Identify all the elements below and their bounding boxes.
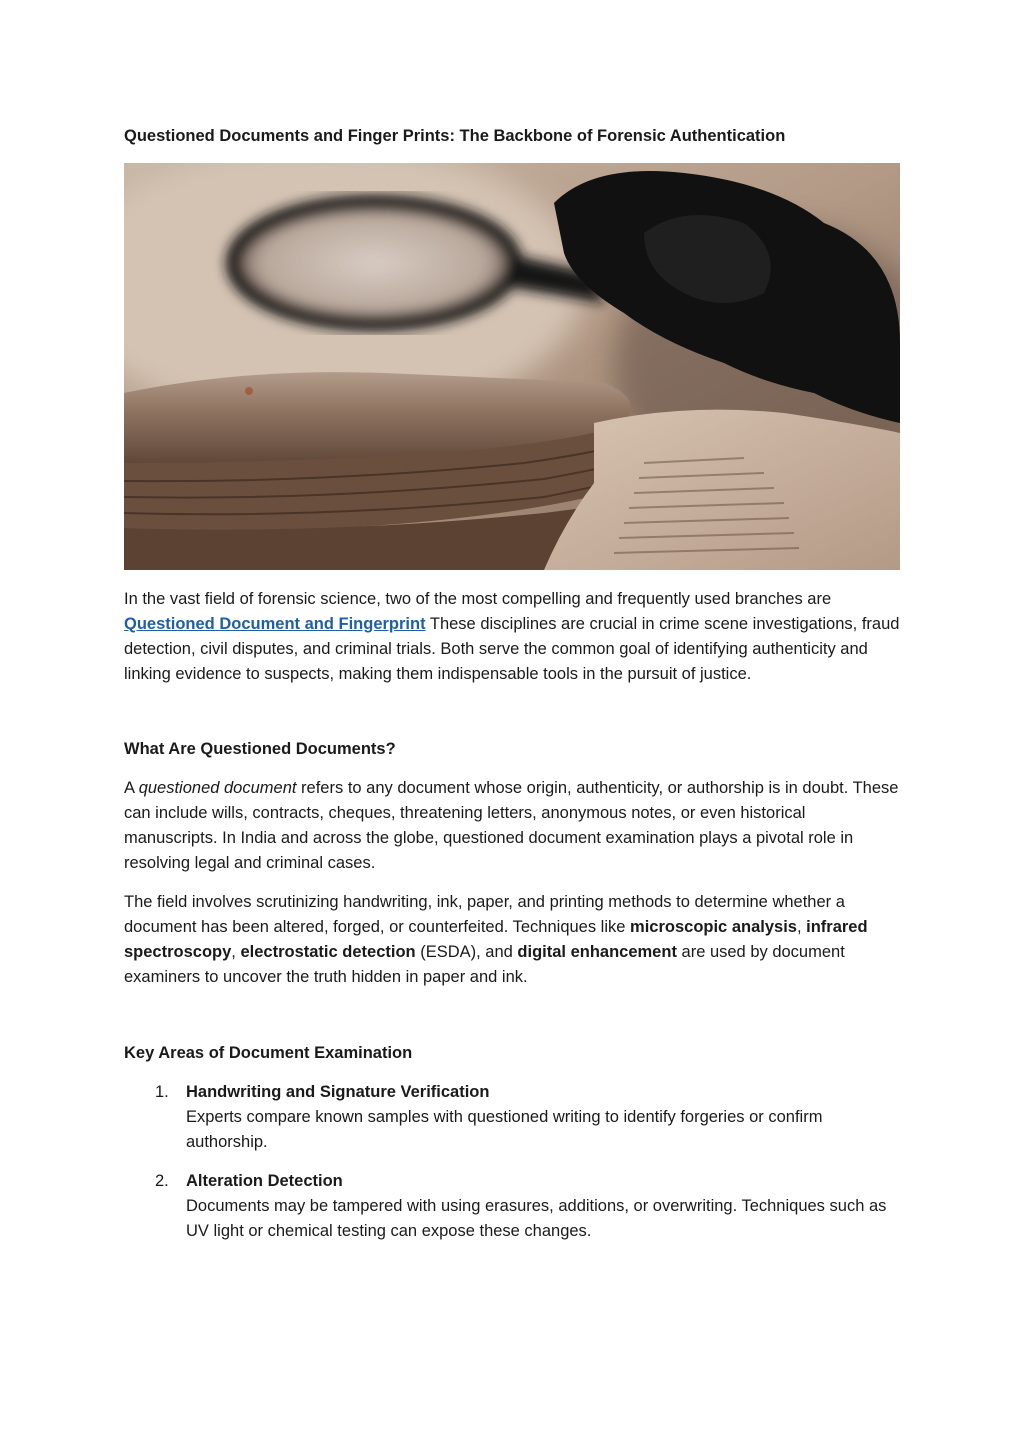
technique-infrared-spectroscopy: infrared spectroscopy — [124, 918, 868, 961]
techniques-text-3: , — [231, 943, 241, 961]
technique-microscopic-analysis: microscopic analysis — [630, 918, 797, 936]
techniques-text-4: (ESDA), and — [415, 943, 518, 961]
technique-digital-enhancement: digital enhancement — [517, 943, 677, 961]
list-item-title: Handwriting and Signature Verification — [186, 1083, 490, 1101]
definition-text-rest: refers to any document whose origin, authenticity, or authorship is in doubt. These can include wills, contracts, cheques, threatening letters, anonymous notes, or even historical manuscripts. In India and across the globe, questioned document examination plays a pivotal role in resolving legal and criminal cases. — [124, 779, 899, 872]
list-item-number: 2. — [155, 1172, 169, 1190]
definition-text-start: A — [124, 779, 139, 797]
questioned-document-fingerprint-link[interactable]: Questioned Document and Fingerprint — [124, 615, 426, 633]
techniques-text-5: are used by document examiners to uncover the truth hidden in paper and ink. — [124, 943, 845, 986]
intro-paragraph — [124, 587, 900, 687]
list-item — [124, 1080, 900, 1155]
list-item — [124, 1169, 900, 1244]
list-item-title: Alteration Detection — [186, 1172, 343, 1190]
questioned-document-definition-paragraph — [124, 776, 900, 876]
intro-text-after-link: These disciplines are crucial in crime scene investigations, fraud detection, civil disputes, and criminal trials. Both serve the common goal of identifying authenticity and linking evidence to suspects, making them indispensable tools in the pursuit of justice. — [124, 615, 900, 683]
list-item-body: Documents may be tampered with using erasures, additions, or overwriting. Techniques such as UV light or chemical testing can expose these changes. — [186, 1197, 887, 1240]
techniques-text-1: The field involves scrutinizing handwriting, ink, paper, and printing methods to determine whether a document has been altered, forged, or counterfeited. Techniques like — [124, 893, 845, 936]
key-areas-list — [124, 1080, 900, 1244]
examination-techniques-paragraph — [124, 890, 900, 990]
technique-electrostatic-detection: electrostatic detection — [240, 943, 416, 961]
section-heading-questioned-documents: What Are Questioned Documents? — [124, 740, 396, 758]
list-item-body: Experts compare known samples with questioned writing to identify forgeries or confirm authorship. — [186, 1108, 823, 1151]
intro-text-before-link: In the vast field of forensic science, two of the most compelling and frequently used branches are — [124, 590, 832, 608]
section-heading-key-areas: Key Areas of Document Examination — [124, 1044, 413, 1062]
document-title: Questioned Documents and Finger Prints: The Backbone of Forensic Authentication — [124, 127, 786, 145]
document-content — [124, 126, 900, 1244]
list-item-number: 1. — [155, 1083, 169, 1101]
techniques-text-2: , — [796, 918, 807, 936]
hero-image-magnifying-glass-over-old-papers — [124, 163, 900, 570]
questioned-document-term: questioned document — [138, 779, 297, 797]
